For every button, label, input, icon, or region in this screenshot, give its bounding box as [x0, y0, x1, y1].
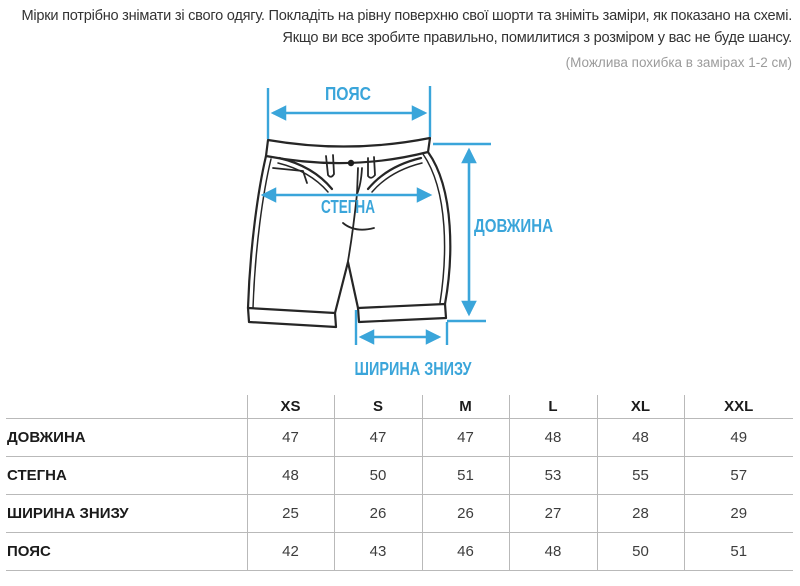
size-table: [6, 395, 793, 571]
col-header-xs: XS: [247, 395, 334, 419]
cell-value: 26: [334, 495, 422, 533]
corner-cell: [6, 395, 247, 419]
cell-value: 48: [509, 533, 597, 571]
intro-text: [0, 5, 792, 49]
cell-value: 48: [247, 457, 334, 495]
cell-value: 47: [334, 419, 422, 457]
row-label: ДОВЖИНА: [6, 419, 247, 457]
cell-value: 47: [422, 419, 509, 457]
row-label: ПОЯС: [6, 533, 247, 571]
col-header-s: S: [334, 395, 422, 419]
cell-value: 48: [597, 419, 684, 457]
col-header-l: L: [509, 395, 597, 419]
cell-value: 27: [509, 495, 597, 533]
bottom-width-label: ШИРИНА ЗНИЗУ: [354, 359, 473, 379]
cell-value: 51: [422, 457, 509, 495]
shorts-measurement-diagram: [225, 82, 575, 382]
cell-value: 50: [597, 533, 684, 571]
cell-value: 43: [334, 533, 422, 571]
intro-line-1: Мірки потрібно знімати зі свого одягу. Покладіть на рівну поверхню свої шорти та зніміть заміри, як показано на схемі.: [21, 8, 792, 24]
cell-value: 53: [509, 457, 597, 495]
table-row-waist: [6, 533, 793, 571]
row-label: СТЕГНА: [6, 457, 247, 495]
cell-value: 46: [422, 533, 509, 571]
cell-value: 47: [247, 419, 334, 457]
cell-value: 25: [247, 495, 334, 533]
length-label: ДОВЖИНА: [474, 216, 553, 236]
waist-button: [348, 160, 354, 166]
table-row-bottom-width: [6, 495, 793, 533]
cell-value: 50: [334, 457, 422, 495]
intro-line-2: Якщо ви все зробите правильно, помилитися з розміром у вас не буде шансу.: [282, 30, 792, 46]
table-row-length: [6, 419, 793, 457]
table-row-hips: [6, 457, 793, 495]
cell-value: 55: [597, 457, 684, 495]
waist-label: ПОЯС: [325, 84, 371, 104]
cell-value: 29: [684, 495, 793, 533]
col-header-xxl: XXL: [684, 395, 793, 419]
cell-value: 51: [684, 533, 793, 571]
tolerance-note: (Можлива похибка в замірах 1-2 см): [565, 55, 792, 70]
col-header-m: M: [422, 395, 509, 419]
hips-label: СТЕГНА: [321, 197, 375, 217]
cell-value: 49: [684, 419, 793, 457]
shorts-outline-drawing: [248, 138, 450, 327]
col-header-xl: XL: [597, 395, 684, 419]
cell-value: 42: [247, 533, 334, 571]
row-label: ШИРИНА ЗНИЗУ: [6, 495, 247, 533]
cell-value: 26: [422, 495, 509, 533]
cell-value: 28: [597, 495, 684, 533]
size-table-header-row: [6, 395, 793, 419]
cell-value: 48: [509, 419, 597, 457]
cell-value: 57: [684, 457, 793, 495]
